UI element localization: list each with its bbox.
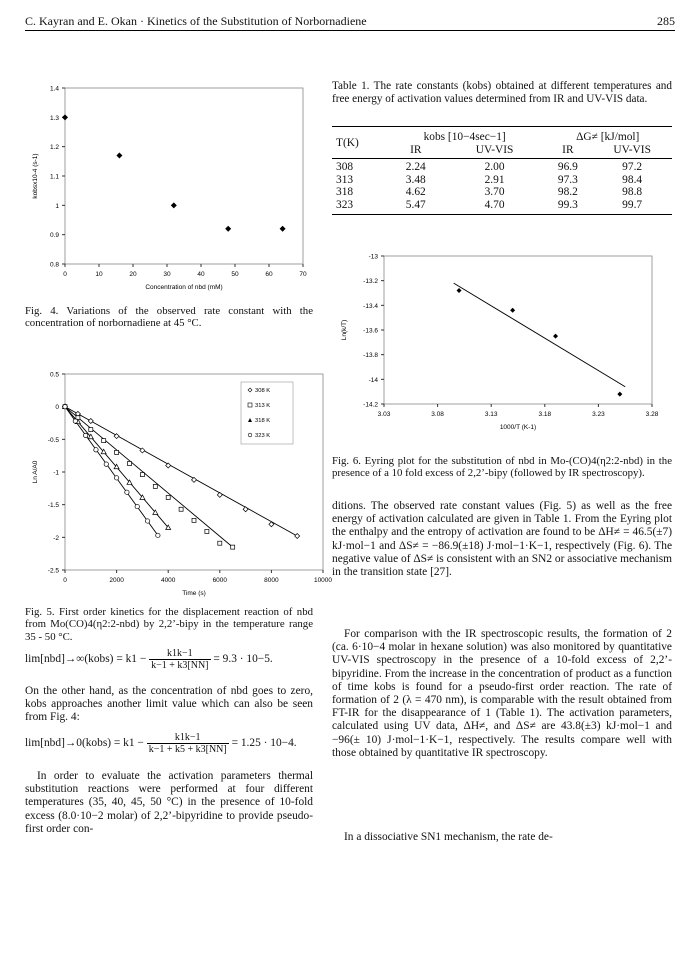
y-axis-label: Ln(k/T)	[341, 319, 348, 341]
y-tick-label: 0	[55, 404, 59, 412]
eq2-fraction	[147, 732, 229, 755]
eq1-fraction	[149, 648, 210, 671]
cell: 5.47	[405, 198, 426, 211]
x-tick-label: 70	[299, 271, 307, 278]
cell: 2.91	[484, 173, 505, 186]
data-point	[179, 507, 183, 511]
cell: 98.2	[557, 186, 578, 198]
table1	[332, 126, 672, 215]
x-tick-label: 6000	[212, 577, 228, 584]
y-tick-label: 0.8	[49, 261, 59, 269]
data-point	[553, 334, 558, 339]
data-point	[457, 288, 462, 293]
data-point	[231, 545, 235, 549]
cell: 308	[336, 161, 354, 173]
y-tick-label: -2	[53, 534, 59, 542]
data-point	[166, 495, 170, 499]
cell: 99.7	[622, 198, 643, 211]
eq1-rhs: = 9.3 · 10−5.	[213, 653, 273, 666]
y-tick-label: -2.5	[47, 567, 59, 575]
x-tick-label: 3.03	[377, 411, 391, 418]
y-tick-label: -1.5	[47, 502, 59, 510]
right-para-2: For comparison with the IR spectroscopic results, the formation of 2 (ca. 6·10−4 molar in hexane solution) was also monitored by quantitative UV-VIS spectroscopy in the presence of a 10-fold excess of 2,2’-bipyridine. From the increase in the concentration of product as a function of time kobs is found for a pseudo-first order reaction. The rate of formation of 2 (λ = 470 nm), is comparable with the result obtained from FT-IR for the disappearance of 1 (Table 1). The activation parameters, calculated using UV data, ΔH≠, and ΔS≠ are 43.8(±3) kJ·mol−1 and −96(± 10) J·mol−1·K−1, respectively. The results compare well with those obtained by quantitative IR spectroscopy.	[332, 628, 672, 759]
data-point	[217, 492, 222, 497]
y-tick-label: -13.8	[363, 352, 378, 360]
y-tick-label: -14.2	[363, 401, 378, 409]
legend-entry: 323 K	[255, 433, 271, 439]
x-tick-label: 20	[129, 271, 137, 278]
fit-line	[65, 407, 158, 536]
plot-frame	[65, 88, 303, 264]
data-point	[88, 419, 93, 424]
legend-entry: 318 K	[255, 418, 271, 424]
y-tick-label: 1.1	[49, 173, 59, 181]
table-row	[332, 161, 672, 174]
y-tick-label: -1	[53, 469, 59, 477]
data-point	[243, 507, 248, 512]
page-number: 285	[657, 14, 675, 28]
x-axis-label: 1000/T (K-1)	[499, 424, 537, 431]
th-kobs: kobs [10−4sec−1]	[423, 131, 506, 143]
equation-2	[25, 732, 297, 755]
data-point	[73, 419, 77, 423]
fig4-plot	[25, 80, 325, 295]
data-point	[62, 114, 68, 120]
legend-entry: 308 K	[255, 388, 271, 394]
fig4-caption: Fig. 4. Variations of the observed rate constant with the concentration of norbornadiene at 45 °C.	[25, 305, 313, 330]
x-tick-label: 50	[231, 271, 239, 278]
x-tick-label: 3.13	[484, 411, 498, 418]
fit-line	[454, 283, 626, 387]
legend-marker	[248, 433, 252, 437]
x-tick-label: 10	[95, 271, 103, 278]
eq2-denominator: k−1 + k5 + k3[NN]	[148, 744, 227, 755]
legend-marker	[248, 403, 252, 407]
fig5-plot	[25, 368, 333, 603]
cell: 4.70	[484, 198, 505, 211]
data-point	[225, 226, 231, 232]
data-point	[218, 541, 222, 545]
data-point	[617, 392, 622, 397]
fig5-caption: Fig. 5. First order kinetics for the displacement reaction of nbd from Mo(CO)4(η2:2-nbd) by 2,2’-bipy in the temperature range 35 - 50 °C.	[25, 606, 313, 643]
data-point	[140, 473, 144, 477]
eq1-denominator: k−1 + k3[NN]	[151, 660, 209, 671]
cell: 4.62	[405, 186, 426, 198]
x-axis-label: Concentration of nbd (mM)	[145, 284, 223, 291]
x-tick-label: 40	[197, 271, 205, 278]
left-para-1: On the other hand, as the concentration of nbd goes to zero, kobs approaches another limit value which can also be seen from Fig. 4:	[25, 685, 313, 724]
data-point	[114, 476, 118, 480]
data-point	[205, 529, 209, 533]
fig6-plot	[332, 248, 677, 448]
cell: 97.3	[557, 173, 578, 186]
eq2-lhs: lim[nbd]→0(kobs) = k1 −	[25, 737, 144, 750]
y-tick-label: 0.5	[49, 371, 59, 379]
cell: 97.2	[622, 161, 643, 173]
y-tick-label: -13.6	[363, 327, 378, 335]
data-point	[116, 152, 122, 158]
y-tick-label: -13.2	[363, 278, 378, 286]
eq2-rhs: = 1.25 · 10−4.	[231, 737, 297, 750]
y-tick-label: 1.4	[49, 85, 59, 93]
data-point	[94, 448, 98, 452]
th-dg-uv: UV-VIS	[613, 143, 651, 156]
th-dg: ΔG≠ [kJ/mol]	[576, 131, 640, 143]
data-point	[63, 404, 67, 408]
cell: 3.48	[405, 173, 426, 186]
running-header	[25, 14, 675, 28]
data-point	[510, 308, 515, 313]
y-tick-label: 1	[55, 202, 59, 210]
data-point	[102, 439, 106, 443]
x-tick-label: 3.18	[538, 411, 552, 418]
y-tick-label: -14	[368, 376, 378, 384]
left-para-2: In order to evaluate the activation parameters thermal substitution reactions were performed at four different temperatures (35, 40, 45, 50 °C) in the presence of 10-fold excess (8.0·10−2 molar) of 2,2’-bipyridine to provide pseudo-first order con-	[25, 770, 313, 835]
cell: 313	[336, 173, 354, 186]
cell: 318	[336, 186, 354, 198]
cell: 2.24	[405, 161, 426, 173]
th-kobs-uv: UV-VIS	[475, 143, 514, 156]
cell: 99.3	[557, 198, 578, 211]
eq1-lhs: lim[nbd]→∞(kobs) = k1 −	[25, 653, 147, 666]
x-tick-label: 0	[63, 271, 67, 278]
x-tick-label: 8000	[264, 577, 279, 584]
data-point	[128, 462, 132, 466]
y-axis-label: kobsx10-4 (s-1)	[32, 153, 39, 199]
data-point	[145, 519, 149, 523]
fig5	[25, 368, 333, 603]
table-row	[332, 174, 672, 187]
table-row	[332, 186, 672, 199]
cell: 2.00	[484, 161, 505, 173]
y-tick-label: -13.4	[363, 302, 378, 310]
equation-1	[25, 648, 273, 671]
plot-frame	[384, 256, 652, 404]
cell: 3.70	[484, 186, 505, 198]
data-point	[280, 226, 286, 232]
y-tick-label: -0.5	[47, 436, 59, 444]
data-point	[135, 504, 139, 508]
table-row	[332, 199, 672, 212]
x-tick-label: 10000	[313, 577, 333, 584]
y-tick-label: 0.9	[49, 232, 59, 240]
data-point	[115, 450, 119, 454]
data-point	[166, 463, 171, 468]
data-point	[104, 462, 108, 466]
th-temperature: T(K)	[336, 137, 359, 150]
x-tick-label: 60	[265, 271, 273, 278]
data-point	[156, 533, 160, 537]
x-tick-label: 0	[63, 577, 67, 584]
th-kobs-ir: IR	[410, 143, 422, 156]
y-tick-label: 1.3	[49, 114, 59, 122]
x-tick-label: 3.28	[645, 411, 659, 418]
header-authors-title: C. Kayran and E. Okan · Kinetics of the Substitution of Norbornadiene	[25, 14, 367, 28]
data-point	[171, 202, 177, 208]
header-rule	[25, 30, 675, 31]
cell: 323	[336, 198, 354, 211]
x-tick-label: 3.08	[431, 411, 444, 418]
table1-grid	[332, 131, 672, 211]
data-point	[89, 428, 93, 432]
x-axis-label: Time (s)	[182, 590, 206, 597]
data-point	[125, 490, 129, 494]
right-para-3: In a dissociative SN1 mechanism, the rate de-	[344, 831, 553, 843]
cell: 98.8	[622, 186, 643, 198]
data-point	[192, 477, 197, 482]
table1-caption: Table 1. The rate constants (kobs) obtained at different temperatures and free energy of activation values determined from IR and UV-VIS data.	[332, 80, 672, 105]
eq2-numerator: k1k−1	[147, 732, 229, 744]
data-point	[153, 484, 157, 488]
eq1-numerator: k1k−1	[149, 648, 210, 660]
x-tick-label: 2000	[109, 577, 124, 584]
data-point	[192, 518, 196, 522]
data-point	[295, 534, 300, 539]
fig4	[25, 80, 325, 295]
fig6	[332, 248, 677, 448]
cell: 98.4	[622, 173, 643, 186]
y-tick-label: 1.2	[49, 144, 59, 152]
fig6-caption: Fig. 6. Eyring plot for the substitution of nbd in Mo-(CO)4(η2:2-nbd) in the presence of a 10 fold excess of 2,2’-bipy (followed by IR spectroscopy).	[332, 455, 672, 480]
y-tick-label: -13	[368, 253, 378, 261]
y-axis-label: Ln A/A0	[32, 460, 39, 484]
legend-entry: 313 K	[255, 403, 271, 409]
data-point	[83, 433, 87, 437]
x-tick-label: 30	[163, 271, 171, 278]
cell: 96.9	[557, 161, 578, 173]
right-para-1: ditions. The observed rate constant values (Fig. 5) as well as the free energy of activation calculated are given in Table 1. From the Eyring plot the enthalpy and the entropy of activation are found to be ΔH≠ = 46.5(±7) kJ·mol−1 and ΔS≠ = −86.9(±18) J·mol−1·K−1, respectively (Fig. 6). The negative value of ΔS≠ is consistent with an SN2 or associative mechanism in the transition state [27].	[332, 500, 672, 579]
x-tick-label: 4000	[160, 577, 176, 584]
th-dg-ir: IR	[562, 143, 574, 156]
x-tick-label: 3.23	[592, 411, 605, 418]
